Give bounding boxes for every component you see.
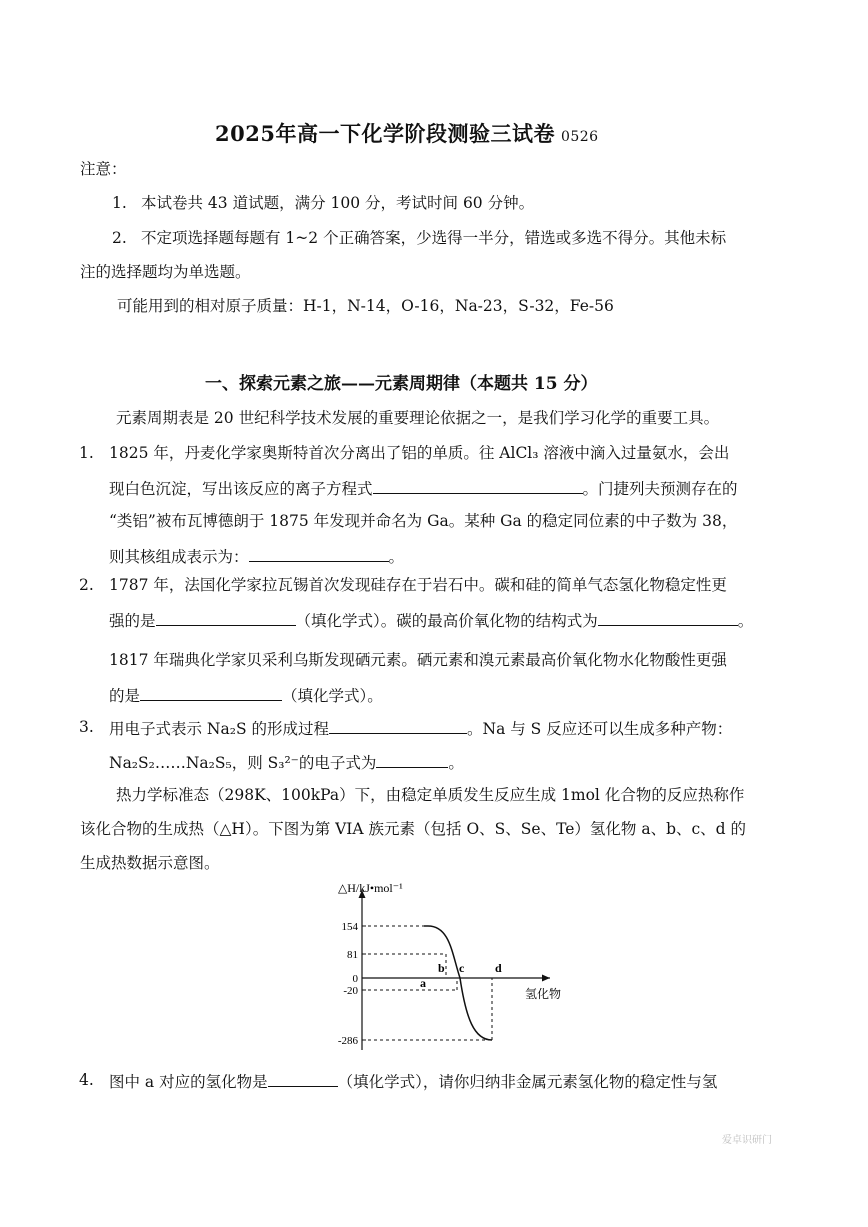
section1-intro: 元素周期表是 20 世纪科学技术发展的重要理论依据之一，是我们学习化学的重要工具。 [116, 409, 720, 427]
q3-num: 3. [79, 718, 94, 736]
notice-item2-line2: 注的选择题均为单选题。 [80, 263, 251, 281]
q2-line4b: （填化学式）。 [282, 687, 383, 705]
point-label-c: c [459, 961, 465, 975]
page-title [215, 118, 599, 148]
q3-line1a: 用电子式表示 Na₂S 的形成过程 [109, 720, 329, 738]
q2-line2 [109, 609, 753, 631]
q3-answer-blank-2[interactable] [376, 751, 448, 768]
q1-answer-blank-2[interactable] [249, 545, 389, 562]
x-axis-title: 氢化物 [525, 987, 562, 1001]
y-tick-label-1: 81 [347, 949, 358, 961]
q3-line1b: 。Na 与 S 反应还可以生成多种产物： [467, 720, 733, 738]
point-label-b: b [438, 961, 445, 975]
q4-answer-blank[interactable] [268, 1070, 338, 1087]
q1-line3: “类铝”被布瓦博德朗于 1875 年发现并命名为 Ga。某种 Ga 的稳定同位素的中子数为 38， [109, 512, 738, 530]
title-text: 2025年高一下化学阶段测验三试卷 [215, 121, 555, 146]
y-tick-label-3: -20 [343, 985, 358, 997]
q2-num: 2. [79, 576, 94, 594]
series-curve [424, 926, 492, 1040]
q2-line4 [109, 684, 383, 706]
q1-line4b: 。 [388, 548, 405, 566]
q1-line4a: 则其核组成表示为： [109, 548, 249, 566]
para-line2: 该化合物的生成热（△H）。下图为第 VIA 族元素（包括 O、S、Se、Te）氢化物 a、b、c、d 的 [80, 820, 747, 838]
y-axis-title: △H/kJ•mol⁻¹ [338, 881, 403, 895]
q1-line1: 1825 年，丹麦化学家奥斯特首次分离出了铝的单质。往 AlCl₃ 溶液中滴入过量氨水，会出 [109, 444, 730, 462]
q4-num: 4. [79, 1071, 94, 1089]
q3-line2 [109, 751, 464, 773]
para-line1: 热力学标准态（298K、100kPa）下，由稳定单质发生反应生成 1mol 化合物的反应热称作 [116, 786, 745, 804]
notice-item1-num: 1. [112, 194, 127, 212]
q4-line1b: （填化学式），请你归纳非金属元素氢化物的稳定性与氢 [337, 1073, 718, 1091]
notice-heading: 注意： [80, 160, 127, 178]
q2-line2b: （填化学式）。碳的最高价氧化物的结构式为 [295, 612, 598, 630]
q2-line4a: 的是 [109, 687, 141, 705]
y-tick-label-4: -286 [337, 1035, 358, 1047]
q3-line2b: 。 [448, 754, 464, 772]
q1-line4 [109, 545, 404, 567]
q2-line2c: 。 [737, 612, 754, 630]
notice-item1: 本试卷共 43 道试题，满分 100 分，考试时间 60 分钟。 [141, 194, 535, 212]
q4-line1 [109, 1070, 717, 1092]
y-tick-label-0: 154 [341, 921, 358, 933]
q3-line1 [109, 717, 732, 739]
q2-answer-blank-1[interactable] [156, 609, 296, 626]
q1-answer-blank-1[interactable] [373, 477, 583, 494]
q3-line2a: Na₂S₂……Na₂S₅，则 S₃²⁻的电子式为 [109, 754, 377, 772]
watermark: 爱卓识研门 [722, 1135, 772, 1146]
para-line3: 生成热数据示意图。 [80, 854, 220, 872]
formation-heat-chart [320, 880, 580, 1060]
section1-heading: 一、探索元素之旅——元素周期律（本题共 15 分） [205, 374, 598, 394]
q3-answer-blank-1[interactable] [329, 717, 467, 734]
q4-line1a: 图中 a 对应的氢化物是 [109, 1073, 268, 1091]
q2-line1: 1787 年，法国化学家拉瓦锡首次发现硅存在于岩石中。碳和硅的简单气态氢化物稳定性更 [109, 576, 727, 594]
point-label-a: a [420, 976, 426, 990]
q2-line2a: 强的是 [109, 612, 156, 630]
atomic-mass-line: 可能用到的相对原子质量：H-1，N-14，O-16，Na-23，S-32，Fe-56 [117, 297, 614, 315]
point-label-d: d [495, 961, 502, 975]
q1-num: 1. [79, 444, 94, 462]
notice-item2-num: 2. [112, 229, 127, 247]
notice-item2-line1: 不定项选择题每题有 1~2 个正确答案，少选得一半分，错选或多选不得分。其他未标 [141, 229, 727, 247]
q1-line2a: 现白色沉淀，写出该反应的离子方程式 [109, 480, 373, 498]
title-code: 0526 [560, 129, 599, 145]
q1-line2b: 。门捷列夫预测存在的 [582, 480, 738, 498]
q1-line2 [109, 477, 738, 499]
q2-line3: 1817 年瑞典化学家贝采利乌斯发现硒元素。硒元素和溴元素最高价氧化物水化物酸性更强 [109, 651, 727, 669]
y-tick-label-2: 0 [352, 973, 358, 985]
x-axis-arrow [542, 975, 550, 982]
q2-answer-blank-2[interactable] [598, 609, 738, 626]
q2-answer-blank-3[interactable] [140, 684, 282, 701]
